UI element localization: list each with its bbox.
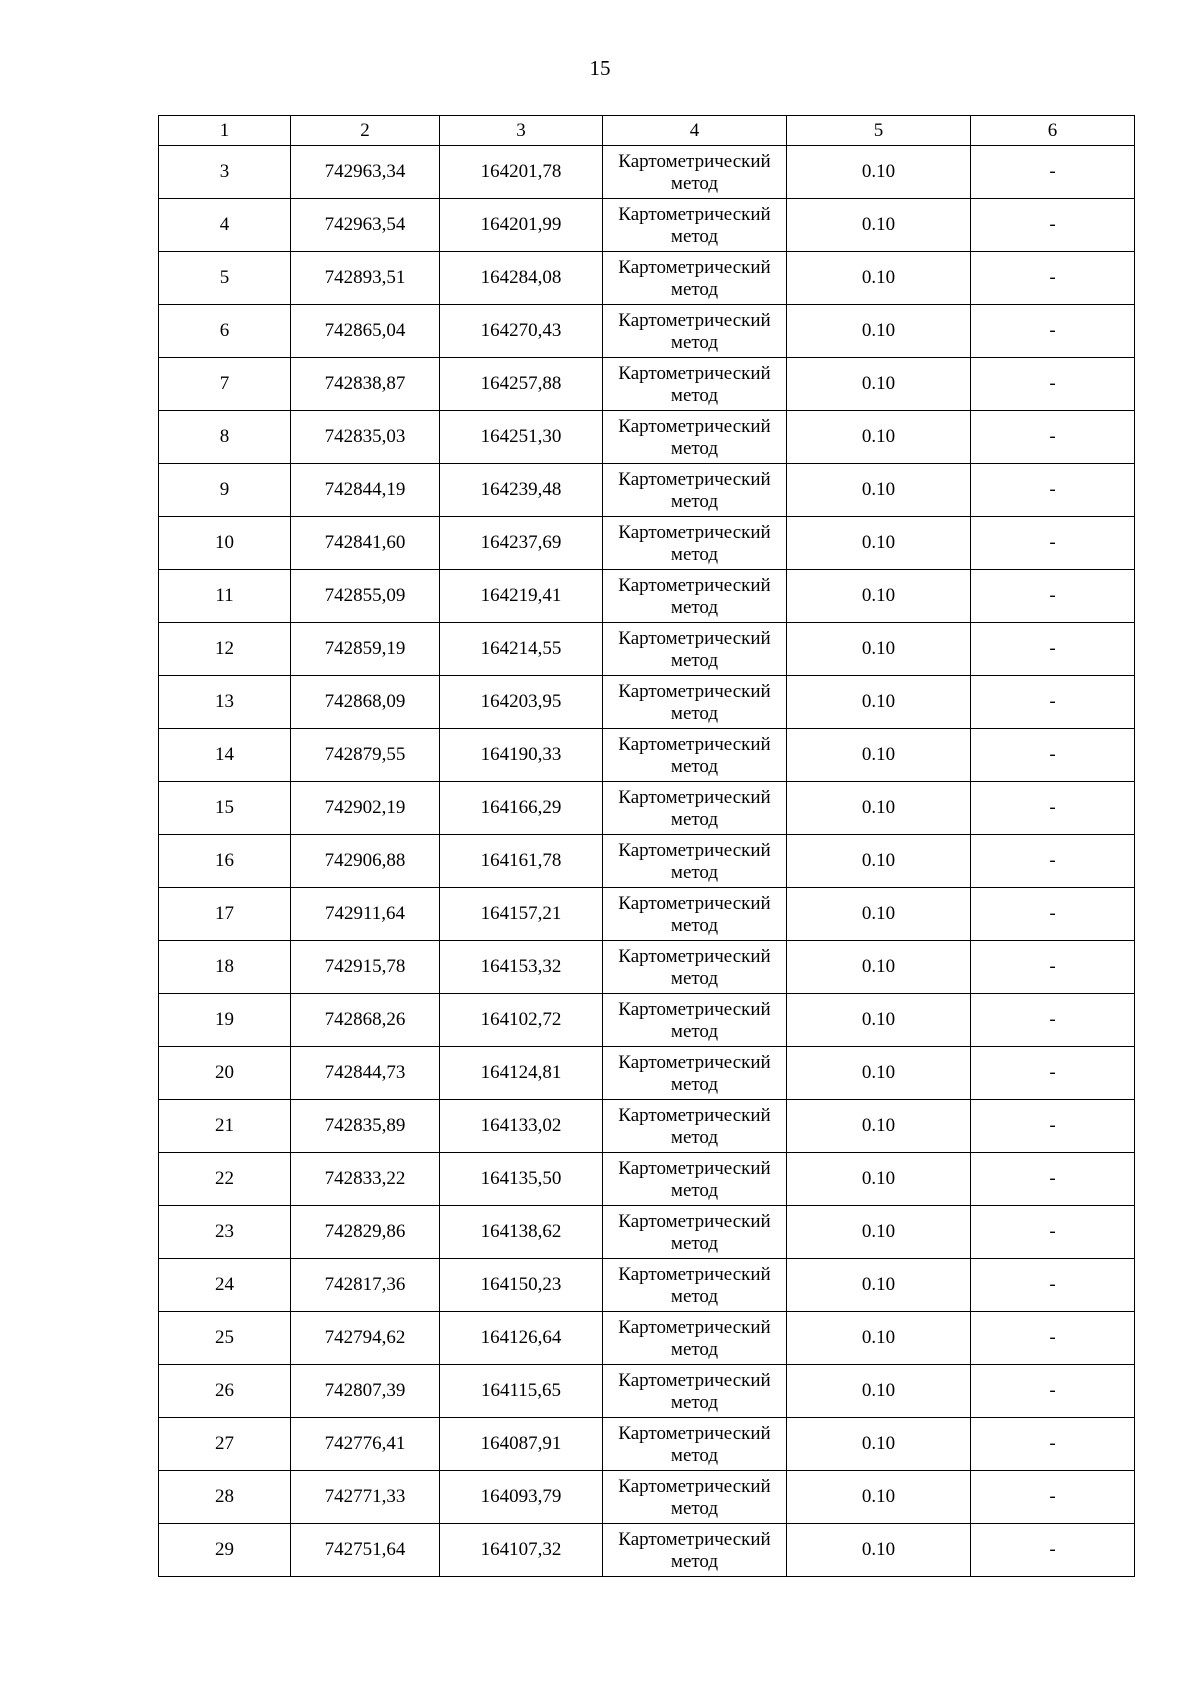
method-cell: Картометрический метод	[603, 1259, 787, 1312]
note-cell: -	[971, 888, 1135, 941]
point-number-cell: 27	[159, 1418, 291, 1471]
coord-x-cell: 742879,55	[291, 729, 440, 782]
coord-x-cell: 742817,36	[291, 1259, 440, 1312]
table-row	[159, 676, 1135, 729]
accuracy-cell: 0.10	[787, 1524, 971, 1577]
note-cell: -	[971, 1471, 1135, 1524]
table-row	[159, 1365, 1135, 1418]
table-row	[159, 835, 1135, 888]
note-cell: -	[971, 1153, 1135, 1206]
accuracy-cell: 0.10	[787, 358, 971, 411]
method-cell: Картометрический метод	[603, 888, 787, 941]
coord-x-cell: 742963,34	[291, 146, 440, 199]
point-number-cell: 5	[159, 252, 291, 305]
accuracy-cell: 0.10	[787, 729, 971, 782]
accuracy-cell: 0.10	[787, 1471, 971, 1524]
coord-x-cell: 742829,86	[291, 1206, 440, 1259]
method-cell: Картометрический метод	[603, 1365, 787, 1418]
point-number-cell: 19	[159, 994, 291, 1047]
coord-x-cell: 742807,39	[291, 1365, 440, 1418]
coord-x-cell: 742915,78	[291, 941, 440, 994]
note-cell: -	[971, 729, 1135, 782]
coord-x-cell: 742844,19	[291, 464, 440, 517]
coord-y-cell: 164087,91	[440, 1418, 603, 1471]
method-cell: Картометрический метод	[603, 570, 787, 623]
point-number-cell: 21	[159, 1100, 291, 1153]
header-col-1: 1	[159, 116, 291, 146]
method-cell: Картометрический метод	[603, 994, 787, 1047]
accuracy-cell: 0.10	[787, 1312, 971, 1365]
coord-x-cell: 742902,19	[291, 782, 440, 835]
coord-y-cell: 164219,41	[440, 570, 603, 623]
table-header	[159, 116, 1135, 146]
table-row	[159, 623, 1135, 676]
table-row	[159, 941, 1135, 994]
coord-x-cell: 742776,41	[291, 1418, 440, 1471]
table-row	[159, 1471, 1135, 1524]
accuracy-cell: 0.10	[787, 252, 971, 305]
accuracy-cell: 0.10	[787, 676, 971, 729]
point-number-cell: 24	[159, 1259, 291, 1312]
coord-y-cell: 164093,79	[440, 1471, 603, 1524]
coord-y-cell: 164203,95	[440, 676, 603, 729]
coord-x-cell: 742751,64	[291, 1524, 440, 1577]
coord-y-cell: 164126,64	[440, 1312, 603, 1365]
coord-y-cell: 164157,21	[440, 888, 603, 941]
point-number-cell: 7	[159, 358, 291, 411]
coord-y-cell: 164284,08	[440, 252, 603, 305]
coord-y-cell: 164102,72	[440, 994, 603, 1047]
accuracy-cell: 0.10	[787, 994, 971, 1047]
point-number-cell: 12	[159, 623, 291, 676]
method-cell: Картометрический метод	[603, 782, 787, 835]
point-number-cell: 13	[159, 676, 291, 729]
note-cell: -	[971, 411, 1135, 464]
method-cell: Картометрический метод	[603, 1524, 787, 1577]
coord-y-cell: 164107,32	[440, 1524, 603, 1577]
table-row	[159, 729, 1135, 782]
table-row	[159, 1153, 1135, 1206]
table-row	[159, 358, 1135, 411]
table-row	[159, 1418, 1135, 1471]
coord-y-cell: 164201,78	[440, 146, 603, 199]
table-row	[159, 411, 1135, 464]
point-number-cell: 25	[159, 1312, 291, 1365]
coord-y-cell: 164115,65	[440, 1365, 603, 1418]
coordinates-table	[158, 115, 1135, 1577]
table-row	[159, 305, 1135, 358]
coord-y-cell: 164166,29	[440, 782, 603, 835]
coord-y-cell: 164135,50	[440, 1153, 603, 1206]
table-body	[159, 146, 1135, 1577]
coord-y-cell: 164161,78	[440, 835, 603, 888]
coord-y-cell: 164124,81	[440, 1047, 603, 1100]
accuracy-cell: 0.10	[787, 782, 971, 835]
coord-x-cell: 742963,54	[291, 199, 440, 252]
accuracy-cell: 0.10	[787, 1259, 971, 1312]
note-cell: -	[971, 1418, 1135, 1471]
note-cell: -	[971, 305, 1135, 358]
coord-y-cell: 164190,33	[440, 729, 603, 782]
coord-x-cell: 742911,64	[291, 888, 440, 941]
note-cell: -	[971, 1047, 1135, 1100]
table-row	[159, 782, 1135, 835]
accuracy-cell: 0.10	[787, 1047, 971, 1100]
method-cell: Картометрический метод	[603, 1312, 787, 1365]
accuracy-cell: 0.10	[787, 941, 971, 994]
accuracy-cell: 0.10	[787, 305, 971, 358]
table-row	[159, 994, 1135, 1047]
point-number-cell: 26	[159, 1365, 291, 1418]
method-cell: Картометрический метод	[603, 1047, 787, 1100]
coord-x-cell: 742841,60	[291, 517, 440, 570]
point-number-cell: 23	[159, 1206, 291, 1259]
table-row	[159, 1100, 1135, 1153]
point-number-cell: 10	[159, 517, 291, 570]
coord-x-cell: 742794,62	[291, 1312, 440, 1365]
method-cell: Картометрический метод	[603, 676, 787, 729]
accuracy-cell: 0.10	[787, 464, 971, 517]
accuracy-cell: 0.10	[787, 1365, 971, 1418]
table-row	[159, 1524, 1135, 1577]
point-number-cell: 3	[159, 146, 291, 199]
method-cell: Картометрический метод	[603, 199, 787, 252]
accuracy-cell: 0.10	[787, 1418, 971, 1471]
table-row	[159, 1259, 1135, 1312]
coord-y-cell: 164201,99	[440, 199, 603, 252]
table-row	[159, 1312, 1135, 1365]
table-row	[159, 146, 1135, 199]
coord-x-cell: 742906,88	[291, 835, 440, 888]
method-cell: Картометрический метод	[603, 305, 787, 358]
point-number-cell: 6	[159, 305, 291, 358]
coord-y-cell: 164138,62	[440, 1206, 603, 1259]
method-cell: Картометрический метод	[603, 252, 787, 305]
point-number-cell: 28	[159, 1471, 291, 1524]
method-cell: Картометрический метод	[603, 1418, 787, 1471]
note-cell: -	[971, 1259, 1135, 1312]
method-cell: Картометрический метод	[603, 358, 787, 411]
accuracy-cell: 0.10	[787, 1100, 971, 1153]
point-number-cell: 14	[159, 729, 291, 782]
point-number-cell: 17	[159, 888, 291, 941]
accuracy-cell: 0.10	[787, 411, 971, 464]
coord-x-cell: 742844,73	[291, 1047, 440, 1100]
method-cell: Картометрический метод	[603, 1206, 787, 1259]
note-cell: -	[971, 1312, 1135, 1365]
point-number-cell: 11	[159, 570, 291, 623]
accuracy-cell: 0.10	[787, 199, 971, 252]
accuracy-cell: 0.10	[787, 146, 971, 199]
accuracy-cell: 0.10	[787, 517, 971, 570]
method-cell: Картометрический метод	[603, 411, 787, 464]
coord-y-cell: 164237,69	[440, 517, 603, 570]
header-col-2: 2	[291, 116, 440, 146]
header-col-4: 4	[603, 116, 787, 146]
accuracy-cell: 0.10	[787, 1206, 971, 1259]
table-row	[159, 517, 1135, 570]
method-cell: Картометрический метод	[603, 464, 787, 517]
note-cell: -	[971, 782, 1135, 835]
note-cell: -	[971, 517, 1135, 570]
coord-y-cell: 164270,43	[440, 305, 603, 358]
table-row	[159, 252, 1135, 305]
coord-x-cell: 742771,33	[291, 1471, 440, 1524]
table-row	[159, 570, 1135, 623]
accuracy-cell: 0.10	[787, 888, 971, 941]
point-number-cell: 16	[159, 835, 291, 888]
note-cell: -	[971, 1100, 1135, 1153]
table-row	[159, 464, 1135, 517]
table-row	[159, 1047, 1135, 1100]
method-cell: Картометрический метод	[603, 941, 787, 994]
coord-x-cell: 742838,87	[291, 358, 440, 411]
header-row	[159, 116, 1135, 146]
coord-x-cell: 742868,09	[291, 676, 440, 729]
header-col-3: 3	[440, 116, 603, 146]
note-cell: -	[971, 570, 1135, 623]
method-cell: Картометрический метод	[603, 1100, 787, 1153]
accuracy-cell: 0.10	[787, 1153, 971, 1206]
coord-y-cell: 164153,32	[440, 941, 603, 994]
note-cell: -	[971, 358, 1135, 411]
point-number-cell: 15	[159, 782, 291, 835]
point-number-cell: 9	[159, 464, 291, 517]
point-number-cell: 20	[159, 1047, 291, 1100]
note-cell: -	[971, 1365, 1135, 1418]
method-cell: Картометрический метод	[603, 623, 787, 676]
method-cell: Картометрический метод	[603, 835, 787, 888]
coord-x-cell: 742833,22	[291, 1153, 440, 1206]
note-cell: -	[971, 464, 1135, 517]
table-row	[159, 888, 1135, 941]
note-cell: -	[971, 676, 1135, 729]
accuracy-cell: 0.10	[787, 835, 971, 888]
point-number-cell: 18	[159, 941, 291, 994]
note-cell: -	[971, 835, 1135, 888]
note-cell: -	[971, 252, 1135, 305]
coord-x-cell: 742865,04	[291, 305, 440, 358]
coord-y-cell: 164251,30	[440, 411, 603, 464]
coord-x-cell: 742855,09	[291, 570, 440, 623]
note-cell: -	[971, 623, 1135, 676]
coord-x-cell: 742835,89	[291, 1100, 440, 1153]
method-cell: Картометрический метод	[603, 1153, 787, 1206]
table-row	[159, 1206, 1135, 1259]
accuracy-cell: 0.10	[787, 570, 971, 623]
coord-y-cell: 164150,23	[440, 1259, 603, 1312]
note-cell: -	[971, 1206, 1135, 1259]
coord-x-cell: 742868,26	[291, 994, 440, 1047]
coord-y-cell: 164239,48	[440, 464, 603, 517]
note-cell: -	[971, 941, 1135, 994]
point-number-cell: 22	[159, 1153, 291, 1206]
coord-x-cell: 742859,19	[291, 623, 440, 676]
coord-y-cell: 164133,02	[440, 1100, 603, 1153]
coord-y-cell: 164257,88	[440, 358, 603, 411]
point-number-cell: 29	[159, 1524, 291, 1577]
point-number-cell: 4	[159, 199, 291, 252]
header-col-5: 5	[787, 116, 971, 146]
table-row	[159, 199, 1135, 252]
note-cell: -	[971, 146, 1135, 199]
note-cell: -	[971, 1524, 1135, 1577]
accuracy-cell: 0.10	[787, 623, 971, 676]
header-col-6: 6	[971, 116, 1135, 146]
coord-x-cell: 742893,51	[291, 252, 440, 305]
coord-y-cell: 164214,55	[440, 623, 603, 676]
note-cell: -	[971, 994, 1135, 1047]
method-cell: Картометрический метод	[603, 517, 787, 570]
method-cell: Картометрический метод	[603, 1471, 787, 1524]
point-number-cell: 8	[159, 411, 291, 464]
method-cell: Картометрический метод	[603, 146, 787, 199]
note-cell: -	[971, 199, 1135, 252]
method-cell: Картометрический метод	[603, 729, 787, 782]
page-number: 15	[589, 56, 611, 80]
coord-x-cell: 742835,03	[291, 411, 440, 464]
